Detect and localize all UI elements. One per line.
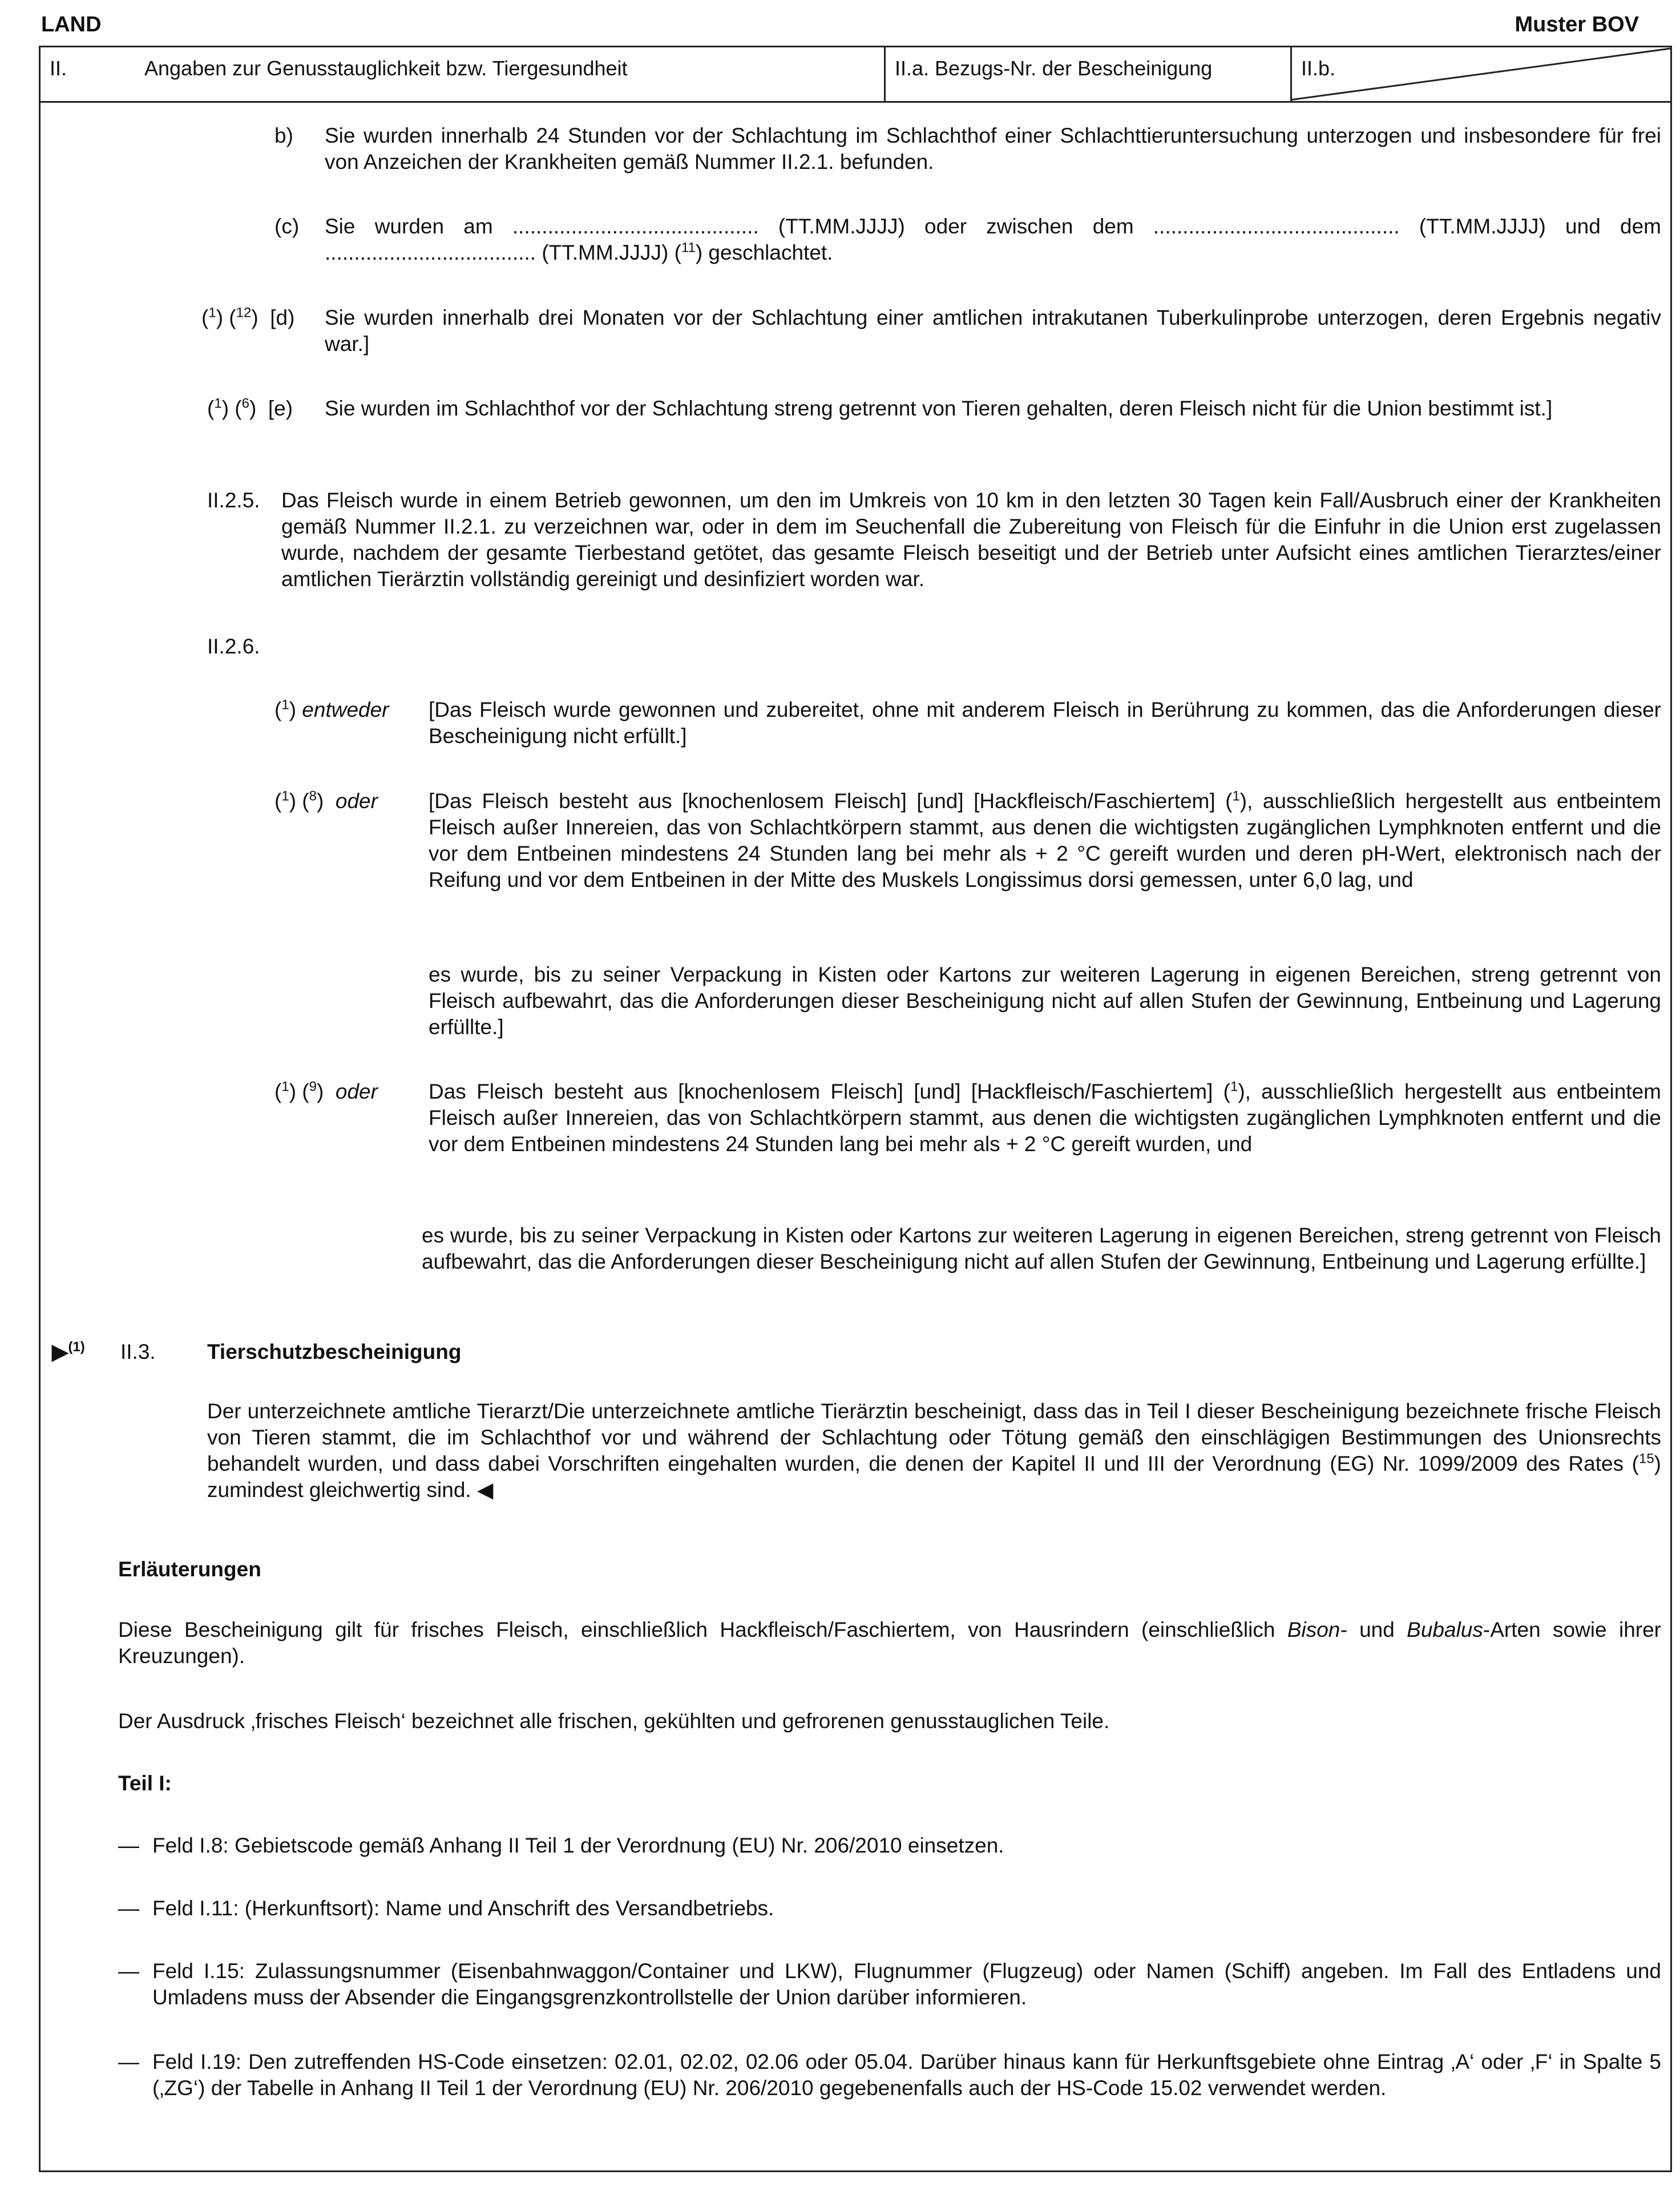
country-label: LAND	[41, 13, 102, 37]
header-cell-iib	[1292, 47, 1670, 101]
oder-9-text: Das Fleisch besteht aus [knochenlosem Fleisch] [und] [Hackfleisch/Faschiertem] ($^1$), ausschließlich hergestellt aus entbeintem Fleisch außer Innereien, das von Schlachtkörpern stammt, aus denen die wichtigsten zugänglichen Lymphknoten entfernt und die vor dem Entbeinen mindestens 24 Stunden lang bei mehr als + 2 °C gereift wurden, und	[429, 1079, 1661, 1156]
ii3-number: II.3.	[120, 1340, 156, 1363]
dash-2: —	[118, 1897, 139, 1920]
notes-paragraph-2: Der Ausdruck ‚frisches Fleisch‘ bezeichnet alle frischen, gekühlten und gefrorenen genusstauglichen Teile.	[118, 1709, 1110, 1733]
section-header-table	[39, 46, 1672, 103]
field-i8-note: Feld I.8: Gebietscode gemäß Anhang II Teil 1 der Verordnung (EU) Nr. 206/2010 einsetzen.	[152, 1834, 1004, 1857]
item-c-label: (c)	[274, 215, 300, 238]
oder-9-text-2: es wurde, bis zu seiner Verpackung in Kisten oder Kartons zur weiteren Lagerung in eigenen Bereichen, streng getrennt von Fleisch aufbewahrt, das die Anforderungen dieser Bescheinigung nicht auf allen Stufen der Gewinnung, Entbeinung und Lagerung erfüllte.]	[422, 1224, 1661, 1273]
field-i19-note: Feld I.19: Den zutreffenden HS-Code einsetzen: 02.01, 02.02, 02.06 oder 05.04. Darüber hinaus kann für Herkunftsgebiete ohne Eintrag ‚A‘ oder ‚F‘ in Spalte 5 (‚ZG‘) der Tabelle in Anhang II Teil 1 der Verordnung (EU) Nr. 206/2010 gegebenenfalls auch der HS-Code 15.02 verwendet werden.	[152, 2050, 1661, 2100]
item-e-text: Sie wurden im Schlachthof vor der Schlachtung streng getrennt von Tieren gehalten, deren Fleisch nicht für die Union bestimmt ist.]	[325, 397, 1553, 420]
item-ii25-label: II.2.5.	[207, 489, 260, 512]
notes-heading: Erläuterungen	[118, 1557, 261, 1581]
field-i11-note: Feld I.11: (Herkunftsort): Name und Anschrift des Versandbetriebs.	[152, 1897, 774, 1920]
section-title: Angaben zur Genusstauglichkeit bzw. Tiergesundheit	[144, 57, 628, 80]
item-ii25-text: Das Fleisch wurde in einem Betrieb gewonnen, um den im Umkreis von 10 km in den letzten 30 Tagen kein Fall/Ausbruch einer der Krankheiten gemäß Nummer II.2.1. zu verzeichnen war, oder in dem im Seuchenfall die Zubereitung von Fleisch für die Einfuhr in die Union erst zugelassen wurde, nachdem der gesamte Tierbestand getötet, das gesamte Fleisch beseitigt und der Betrieb unter Aufsicht eines amtlichen Tierarztes/einer amtlichen Tierärztin vollständig gereinigt und desinfiziert worden war.	[281, 489, 1661, 591]
amendment-marker: ▶$^{(1)}$	[52, 1339, 85, 1363]
item-e-label: ($^1$) ($^6$) [e)	[207, 396, 293, 420]
certificate-body	[39, 103, 1672, 2172]
header-cell-section	[41, 47, 886, 101]
dash-4: —	[118, 2050, 139, 2073]
model-label: Muster BOV	[1515, 13, 1639, 37]
diagonal-line	[1290, 47, 1670, 101]
item-b-label: b)	[274, 124, 293, 147]
entweder-text: [Das Fleisch wurde gewonnen und zubereitet, ohne mit anderem Fleisch in Berührung zu kommen, das die Anforderungen dieser Bescheinigung nicht erfüllt.]	[429, 698, 1661, 748]
oder-8-label: ($^1$) ($^8$) oder	[274, 788, 378, 813]
header-cell-reference	[886, 47, 1292, 101]
dash-3: —	[118, 1959, 139, 1983]
item-c-text: Sie wurden am .......................................... (TT.MM.JJJJ) oder zwischen dem .......................................... (TT.MM.JJJJ) und dem .................................... (TT.MM.JJJJ) ($^{11}$) geschlachtet.	[325, 215, 1661, 264]
oder-8-text: [Das Fleisch besteht aus [knochenlosem Fleisch] [und] [Hackfleisch/Faschiertem] ($^1$), ausschließlich hergestellt aus entbeintem Fleisch außer Innereien, das von Schlachtkörpern stammt, aus denen die wichtigsten zugänglichen Lymphknoten entfernt und die vor dem Entbeinen mindestens 24 Stunden lang bei mehr als + 2 °C gereift wurden und deren pH-Wert, elektronisch nach der Reifung und vor dem Entbeinen in der Mitte des Muskels Longissimus dorsi gemessen, unter 6,0 lag, und	[429, 788, 1662, 891]
dash-1: —	[118, 1834, 139, 1857]
field-i15-note: Feld I.15: Zulassungsnummer (Eisenbahnwaggon/Container und LKW), Flugnummer (Flugzeug) oder Namen (Schiff) angeben. Im Fall des Entladens und Umladens muss der Absender die Eingangsgrenzkontrollstelle der Union darüber informieren.	[152, 1959, 1661, 2009]
notes-paragraph-1: Diese Bescheinigung gilt für frisches Fleisch, einschließlich Hackfleisch/Faschiertem, von Hausrindern (einschließlich Bison- und Bubalus-Arten sowie ihrer Kreuzungen).	[118, 1618, 1661, 1668]
ii3-text: Der unterzeichnete amtliche Tierarzt/Die unterzeichnete amtliche Tierärztin bescheinigt, dass das in Teil I dieser Bescheinigung bezeichnete frische Fleisch von Tieren stammt, die im Schlachthof vor und während der Schlachtung oder Tötung gemäß den einschlägigen Bestimmungen des Unionsrechts behandelt wurden, und dass dabei Vorschriften eingehalten wurden, die denen der Kapitel II und III der Verordnung (EG) Nr. 1099/2009 des Rates ($^{15}$) zumindest gleichwertig sind. ◀	[207, 1399, 1661, 1502]
item-d-label: ($^1$) ($^{12}$) [d)	[201, 305, 295, 329]
item-b-text: Sie wurden innerhalb 24 Stunden vor der Schlachtung im Schlachthof einer Schlachttieruntersuchung unterzogen und insbesondere für frei von Anzeichen der Krankheiten gemäß Nummer II.2.1. befunden.	[325, 124, 1661, 173]
oder-9-label: ($^1$) ($^9$) oder	[274, 1079, 378, 1103]
item-ii26-label: II.2.6.	[207, 635, 260, 658]
section-number: II.	[50, 57, 67, 80]
ii3-title: Tierschutzbescheinigung	[207, 1340, 462, 1363]
item-d-text: Sie wurden innerhalb drei Monaten vor der Schlachtung einer amtlichen intrakutanen Tuberkulinprobe unterzogen, deren Ergebnis negativ war.]	[325, 306, 1661, 356]
reference-number-label: II.a. Bezugs-Nr. der Bescheinigung	[895, 57, 1213, 80]
entweder-label: ($^1$) entweder	[274, 697, 389, 721]
oder-8-text-2: es wurde, bis zu seiner Verpackung in Kisten oder Kartons zur weiteren Lagerung in eigenen Bereichen, streng getrennt von Fleisch aufbewahrt, das die Anforderungen dieser Bescheinigung nicht auf allen Stufen der Gewinnung, Entbeinung und Lagerung erfüllte.]	[429, 963, 1661, 1039]
iib-label: II.b.	[1301, 57, 1336, 80]
part-one-heading: Teil I:	[118, 1772, 172, 1795]
